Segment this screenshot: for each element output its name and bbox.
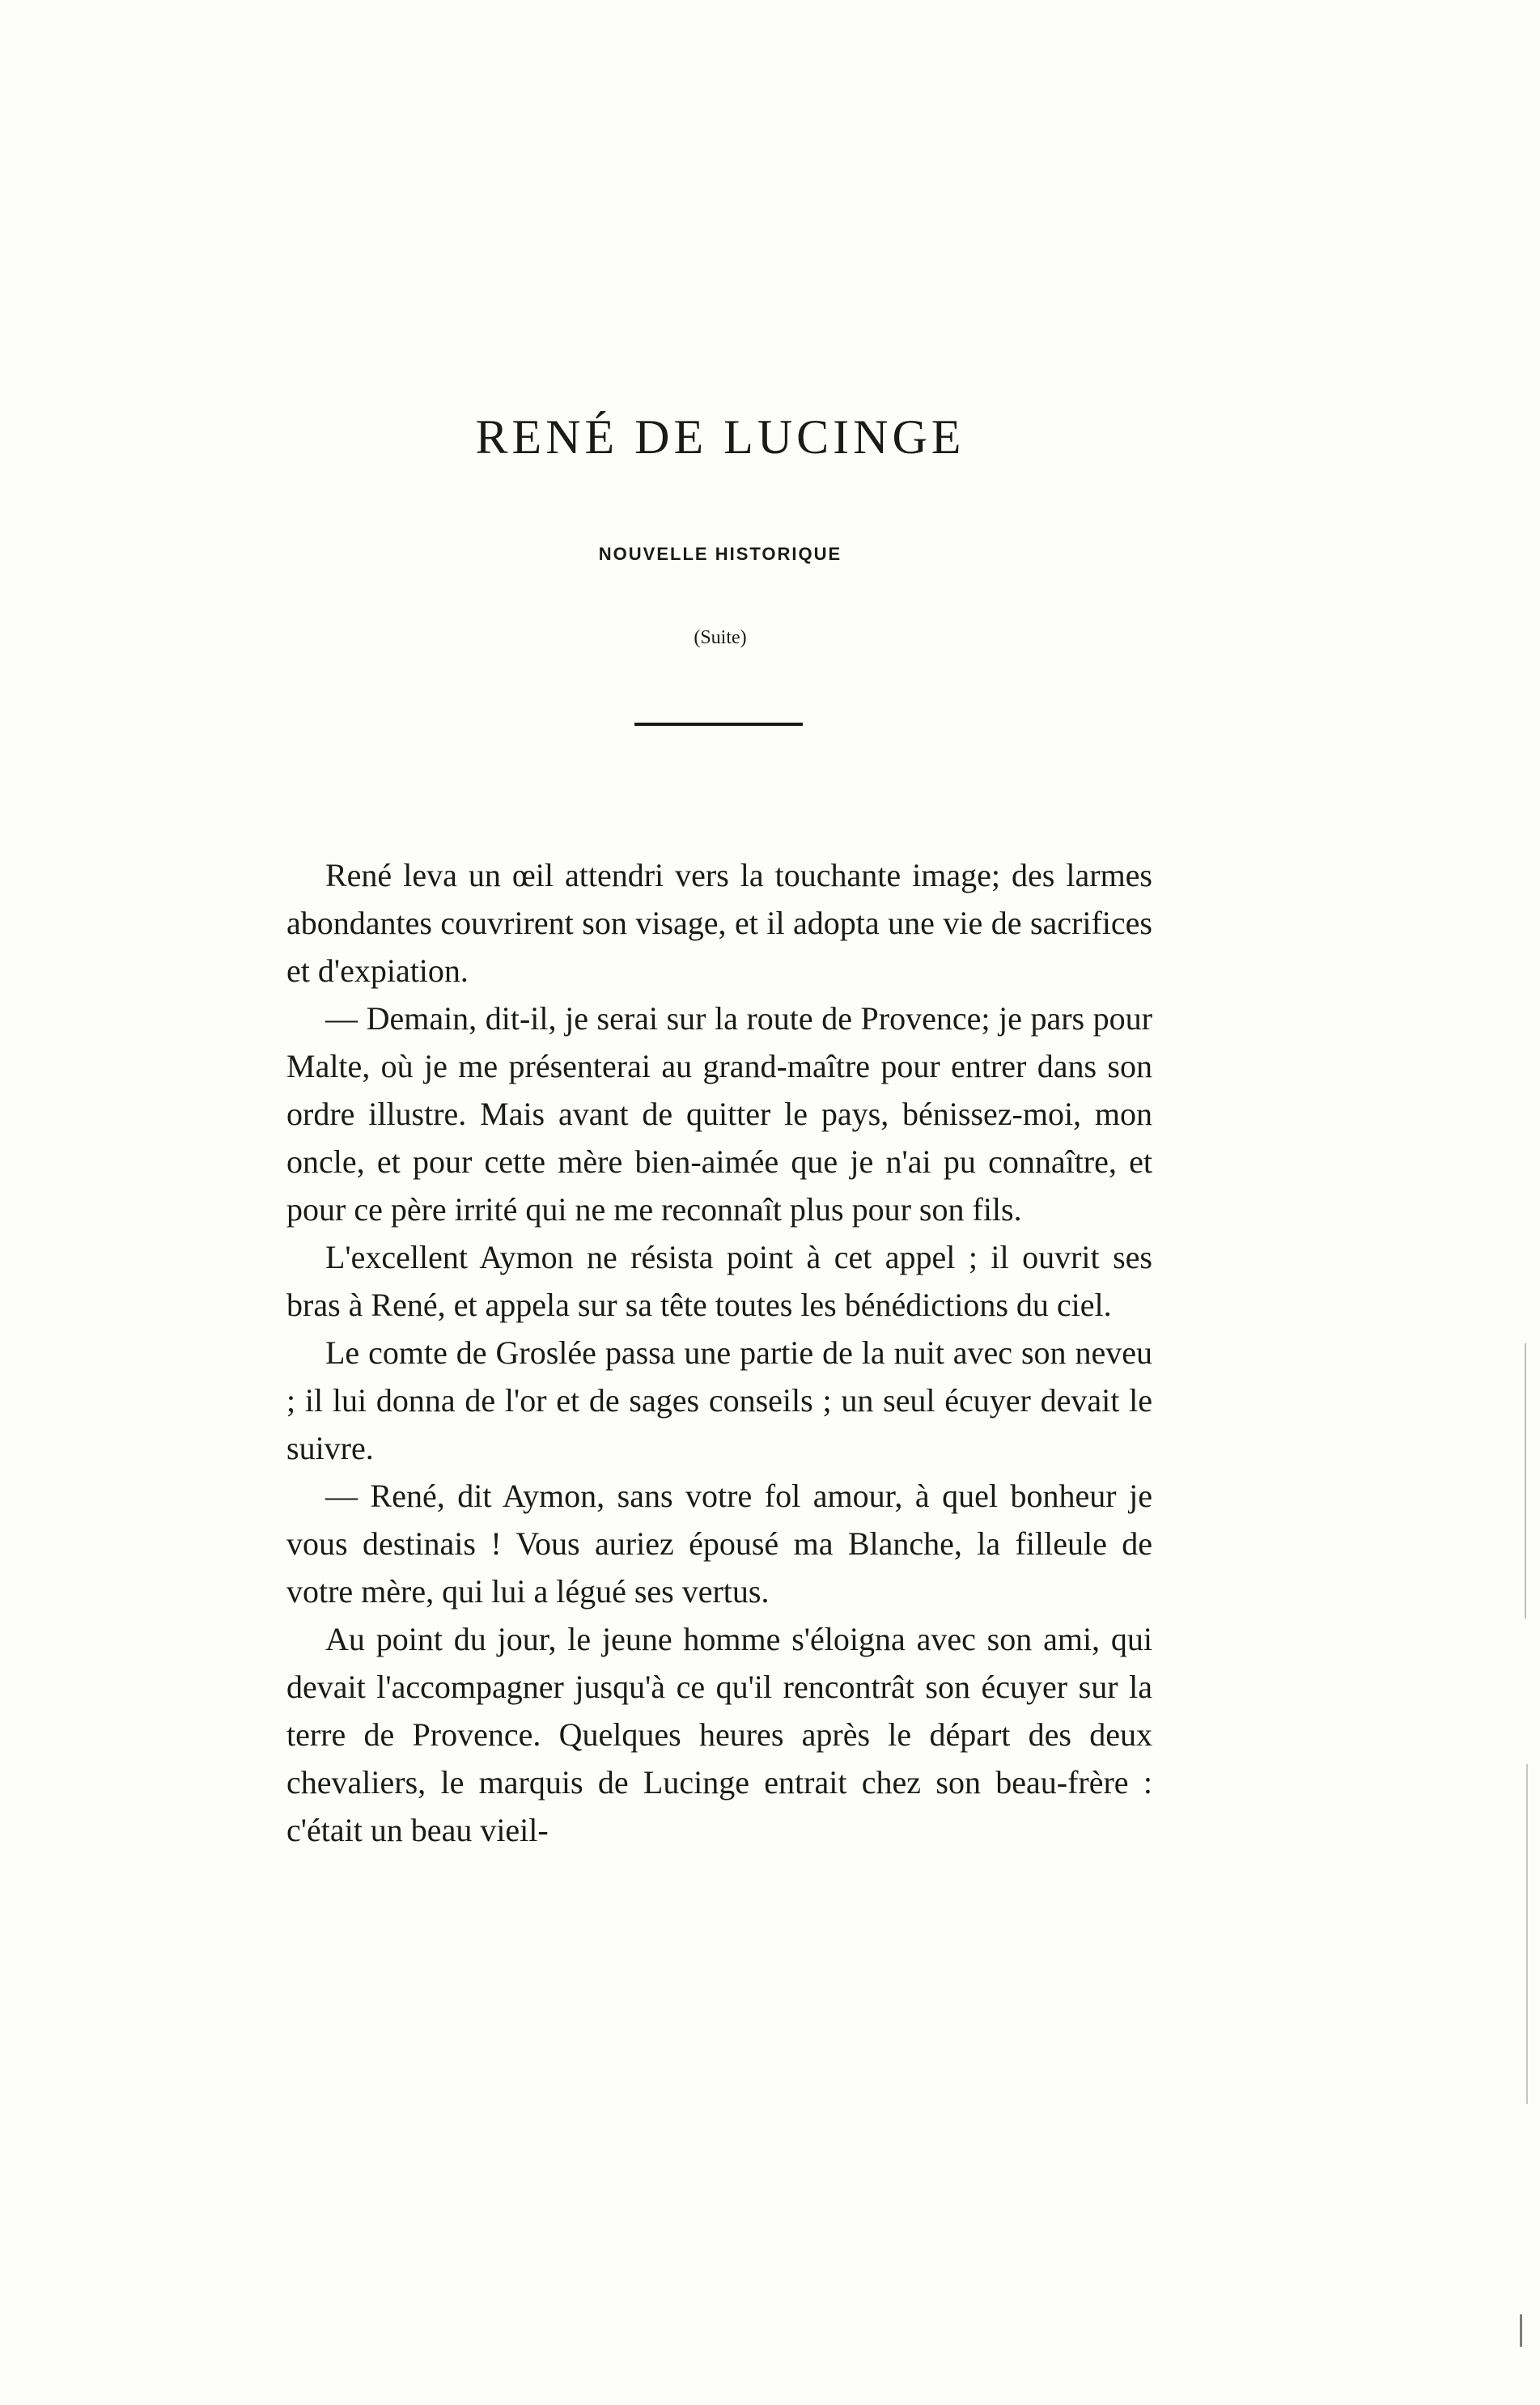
- body-text: [286, 851, 1152, 1854]
- section-divider: [634, 723, 803, 726]
- scan-edge-mark: [1526, 1764, 1528, 2104]
- chapter-subtitle: NOUVELLE HISTORIQUE: [598, 544, 842, 564]
- paragraph: — Demain, dit-il, je serai sur la route de Provence; je pars pour Malte, où je me présenterai au grand-maître pour entrer dans son ordre illustre. Mais avant de quitter le pays, bénissez-moi, mon oncle, et pour cette mère bien-aimée que je n'ai pu connaître, et pour ce père irrité qui ne me reconnaît plus pour son fils.: [286, 1000, 1152, 1228]
- paragraph: Le comte de Groslée passa une partie de la nuit avec son neveu ; il lui donna de l'or et de sages conseils ; un seul écuyer devait le suivre.: [286, 1334, 1152, 1466]
- chapter-title: RENÉ DE LUCINGE: [475, 410, 965, 464]
- scan-edge-mark: [1525, 1343, 1526, 1618]
- continuation-note: (Suite): [694, 627, 747, 648]
- paragraph: L'excellent Aymon ne résista point à cet appel ; il ouvrit ses bras à René, et appela sur sa tête toutes les bénédictions du ciel.: [286, 1239, 1152, 1323]
- scan-edge-mark: [1520, 2314, 1522, 2347]
- paragraph: — René, dit Aymon, sans votre fol amour, à quel bonheur je vous destinais ! Vous auriez épousé ma Blanche, la filleule de votre mère, qui lui a légué ses vertus.: [286, 1478, 1152, 1610]
- paragraph: René leva un œil attendri vers la touchante image; des larmes abondantes couvrirent son visage, et il adopta une vie de sacrifices et d'expiation.: [286, 857, 1152, 989]
- paragraph: Au point du jour, le jeune homme s'éloigna avec son ami, qui devait l'accompagner jusqu'à ce qu'il rencontrât son écuyer sur la terre de Provence. Quelques heures après le départ des deux chevaliers, le marquis de Lucinge entrait chez son beau-frère : c'était un beau vieil-: [286, 1621, 1152, 1848]
